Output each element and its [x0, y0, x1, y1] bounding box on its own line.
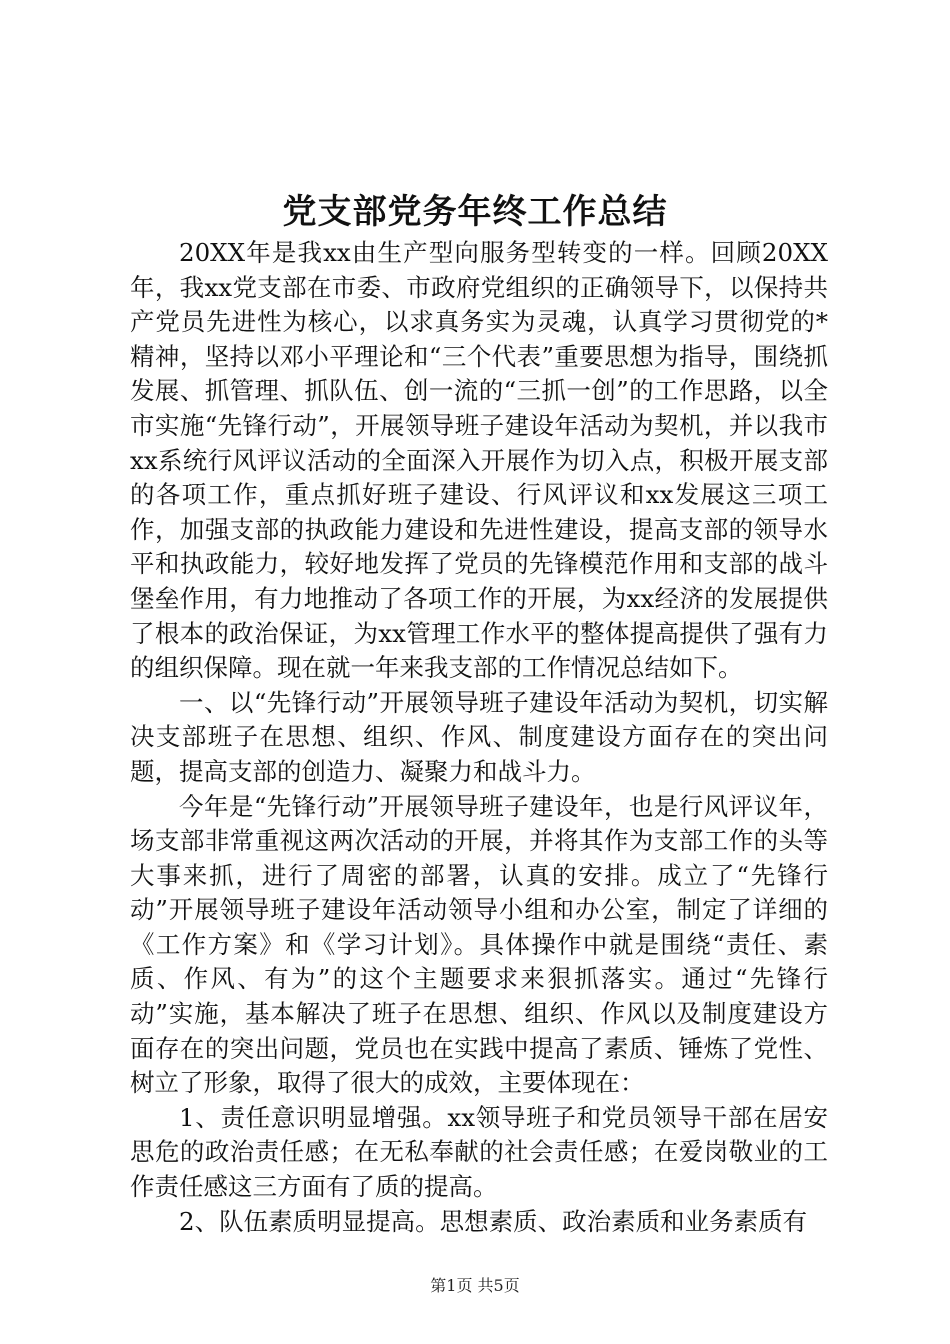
page-number: 第1页: [430, 1276, 473, 1295]
document-body: [130, 236, 828, 1239]
document-title: 党支部党务年终工作总结: [282, 192, 668, 232]
page-footer: [0, 1273, 950, 1296]
paragraph-section-one-detail: 今年是“先锋行动”开展领导班子建设年，也是行风评议年，场支部非常重视这两次活动的开展，并将其作为支部工作的头等大事来抓，进行了周密的部署，认真的安排。成立了“先锋行动”开展领导班子建设年活动领导小组和办公室，制定了详细的《工作方案》和《学习计划》。具体操作中就是围绕“责任、素质、作风、有为”的这个主题要求来狠抓落实。通过“先锋行动”实施，基本解决了班子在思想、组织、作风以及制度建设方面存在的突出问题，党员也在实践中提高了素质、锤炼了党性、树立了形象，取得了很大的成效，主要体现在：: [130, 791, 828, 1098]
paragraph-item-one: 1、责任意识明显增强。xx领导班子和党员领导干部在居安思危的政治责任感；在无私奉献的社会责任感；在爱岗敬业的工作责任感这三方面有了质的提高。: [130, 1102, 828, 1202]
page-total: 共5页: [477, 1276, 520, 1295]
paragraph-section-one: 一、以“先锋行动”开展领导班子建设年活动为契机，切实解决支部班子在思想、组织、作风、制度建设方面存在的突出问题，提高支部的创造力、凝聚力和战斗力。: [130, 687, 828, 786]
paragraph-intro: 20XX年是我xx由生产型向服务型转变的一样。回顾20XX年，我xx党支部在市委、市政府党组织的正确领导下，以保持共产党员先进性为核心，以求真务实为灵魂，认真学习贯彻党的*精神，坚持以邓小平理论和“三个代表”重要思想为指导，围绕抓发展、抓管理、抓队伍、创一流的“三抓一创”的工作思路，以全市实施“先锋行动”，开展领导班子建设年活动为契机，并以我市xx系统行风评议活动的全面深入开展作为切入点，积极开展支部的各项工作，重点抓好班子建设、行风评议和xx发展这三项工作，加强支部的执政能力建设和先进性建设，提高支部的领导水平和执政能力，较好地发挥了党员的先锋模范作用和支部的战斗堡垒作用，有力地推动了各项工作的开展，为xx经济的发展提供了根本的政治保证，为xx管理工作水平的整体提高提供了强有力的组织保障。现在就一年来我支部的工作情况总结如下。: [130, 238, 828, 683]
paragraph-item-two: 2、队伍素质明显提高。思想素质、政治素质和业务素质有: [179, 1206, 808, 1236]
